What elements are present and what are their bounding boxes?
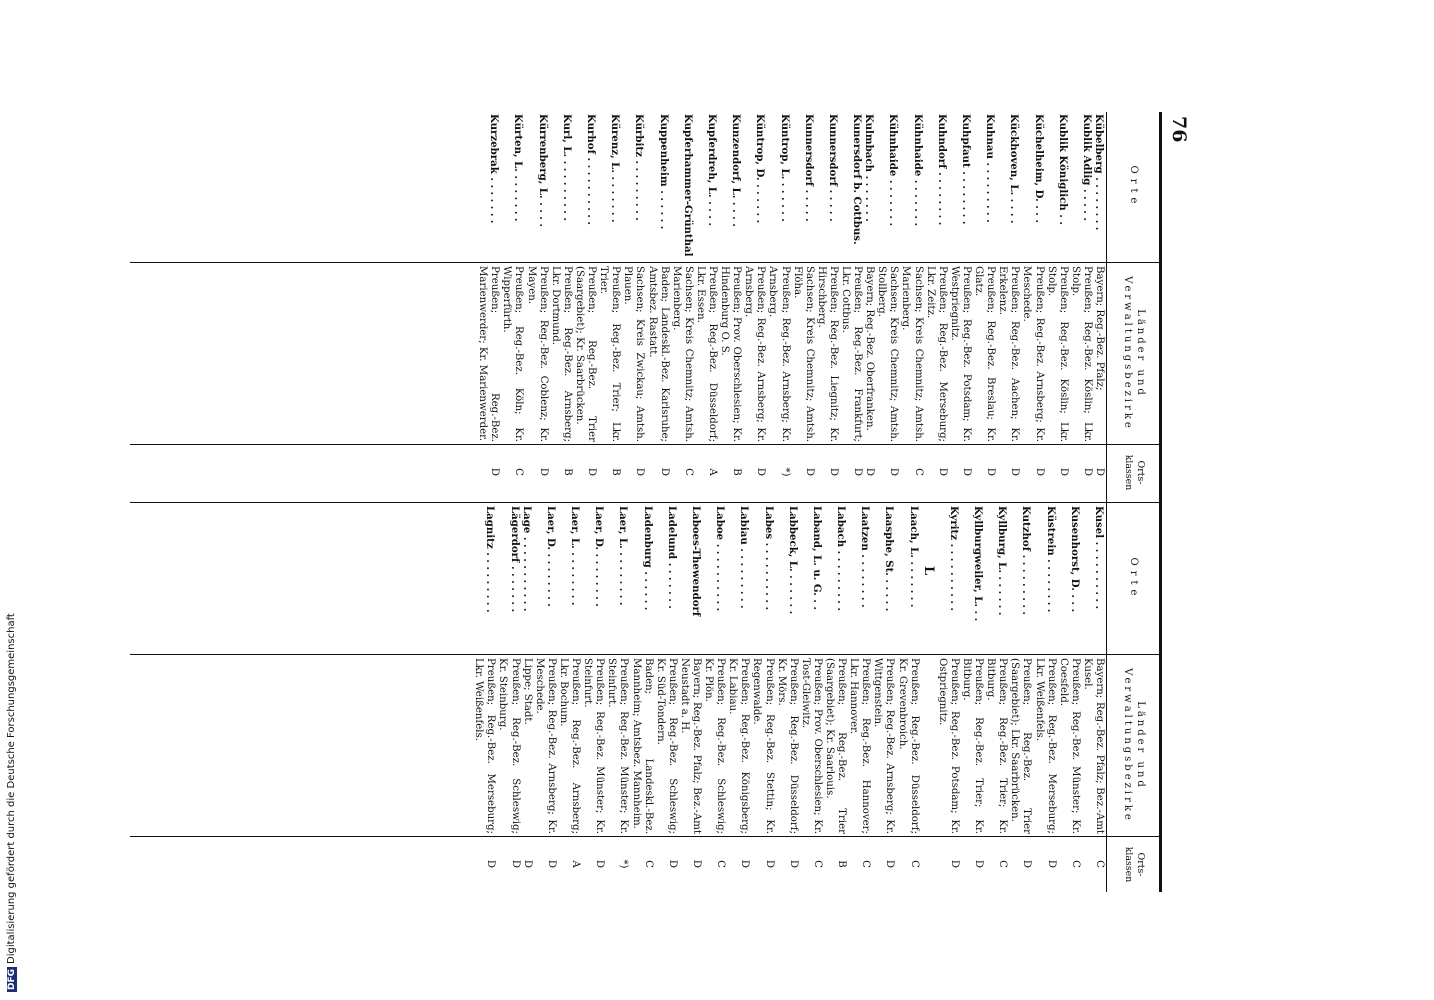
administrative-district: Preußen; Reg.-Bez. Arnsberg; Kr. Arnsberg. (743, 266, 767, 442)
administrative-district: Preußen; Reg.-Bez. Frankfurt; Lkr. Cottbus. (840, 266, 864, 442)
place-name: Kupferdreh, L. . . . . (706, 114, 718, 226)
rotated-page (130, 112, 1190, 892)
table-row (896, 504, 920, 892)
place-name: Kyllburg, L. . . . . . . (996, 506, 1009, 616)
administrative-district: Preußen; Reg.-Bez. Münster; Kr. Coesfeld. (1057, 658, 1081, 834)
place-name: Labbeck, L. . . . . . . (786, 506, 799, 615)
place-name: Kurhof . . . . . . . . . . (585, 114, 598, 225)
place-name: Laer, L. . . . . . . . . (569, 506, 582, 606)
place-name: Kuhpfaut . . . . . . . . (959, 114, 972, 225)
place-name: Kürten, L. . . . . . . . (512, 114, 525, 222)
locality-class: B (731, 468, 743, 476)
locality-class: D (755, 467, 767, 477)
locality-class: C (1094, 860, 1105, 868)
table-row (597, 112, 621, 500)
administrative-district: Preußen; Reg.-Bez. Trier (Saargebiet); Kr. Saarbrücken. (573, 266, 598, 442)
header-klassen-line2: klassen (1123, 454, 1134, 491)
locality-class: C (908, 860, 920, 868)
locality-class: D (985, 467, 997, 477)
place-name: Lagnitz . . . . . . . . . (484, 506, 497, 613)
place-name: Kunnersdorf . . . . . (826, 114, 839, 222)
place-name: Laatzen . . . . . . . . (859, 506, 872, 608)
administrative-district: Preußen; Reg.-Bez. Marienwerder; Kr. Marienwerder. (477, 266, 501, 442)
locality-class: D (852, 467, 864, 477)
place-name: Kürbitz . . . . . . . . . (633, 114, 646, 221)
place-name: Kuppenheim . . . . . . (657, 114, 670, 230)
margin-note (6, 0, 17, 992)
table-row (1069, 112, 1093, 500)
administrative-district: Sachsen; Kreis Chemnitz; Amtsh. Flöha. (791, 266, 815, 442)
table-row (899, 112, 923, 500)
place-name: Laasphe, St. . . . . . (883, 506, 896, 612)
table-row (791, 112, 815, 500)
table-row (533, 504, 557, 892)
locality-class: D (1021, 859, 1033, 869)
administrative-district: Preußen; Reg.-Bez. Arnsberg; Lkr. Dortmund. (549, 266, 573, 442)
table-row (1057, 504, 1081, 892)
administrative-district: Preußen; Reg.-Bez. Hannover; Lkr. Hannover. (848, 658, 872, 834)
administrative-district: Lippe; Stadt. (521, 658, 533, 725)
locality-class: D (1009, 467, 1021, 477)
table-row (750, 504, 774, 892)
place-name: Kyritz . . . . . . . . . . (947, 506, 960, 611)
table-row (621, 112, 645, 500)
header-laender-line2: Verwaltungsbezirke (1122, 668, 1133, 823)
administrative-district: Bayern; Reg.-Bez. Oberfranken. (864, 266, 876, 431)
table-body-left (476, 112, 1105, 500)
dfg-logo: DFG (7, 968, 17, 990)
table-row (496, 504, 520, 892)
table-row (839, 112, 863, 500)
locality-class: A (707, 468, 718, 476)
table-row (654, 504, 678, 892)
place-name: Kunersdorf b. Cottbus. (851, 114, 864, 245)
locality-class: D (960, 467, 972, 477)
administrative-district: Preußen; Reg.-Bez. Münster; Kr. Steinfurt. (582, 658, 606, 834)
administrative-district: Preußen; Reg.-Bez. Schleswig; Kr. Süd-Tondern. (654, 658, 678, 834)
administrative-district: Preußen; Reg.-Bez. Arnsberg; Kr. Meschede. (1021, 266, 1045, 442)
administrative-district: Preußen; Reg.-Bez. Köslin; Lkr. Stolp. (1045, 266, 1069, 442)
administrative-district: Baden; Landeskl.-Bez. Karlsruhe; Amtsbez. Rastatt. (646, 266, 670, 442)
locality-class: D (1094, 467, 1105, 477)
locality-class: B (561, 468, 573, 476)
administrative-district: Sachsen; Kreis Zwickau; Amtsh. Plauen. (622, 266, 646, 442)
administrative-district: Baden; Landeskl.-Bez. Mannheim; Amtsbez. Mannheim. (630, 658, 654, 834)
place-name: Lägerdorf . . . . . . . (508, 506, 521, 613)
administrative-district: Sachsen; Kreis Chemnitz; Amtsh. Marienberg. (900, 266, 924, 442)
locality-class: D (586, 467, 598, 477)
administrative-district: Preußen; Reg.-Bez. Düsseldorf; Kr. Mörs. (775, 658, 799, 834)
section-letter: L (920, 566, 936, 576)
administrative-district: Preußen; Reg.-Bez. Arnsberg; Lkr. Bochum. (557, 658, 582, 834)
table-row (521, 504, 533, 892)
administrative-district: Preußen; Reg.-Bez. Düsseldorf; Lkr. Essen. (694, 266, 718, 442)
locality-class: C (997, 860, 1009, 868)
header-laender-line1: Länder und (1135, 309, 1146, 398)
administrative-district: Preußen; Prov. Oberschlesien; Kr. Hindenburg O. S. (719, 266, 743, 442)
place-name: Kusenhorst, D. . . . (1068, 506, 1081, 613)
table-row (726, 504, 750, 892)
locality-class: C (682, 468, 694, 476)
locality-class: A (570, 860, 582, 868)
administrative-district: Preußen; Reg.-Bez. Arnsberg; Kr. Wittgenstein. (872, 658, 896, 834)
place-name: Lage . . . . . . . . . . . (520, 506, 533, 612)
administrative-district: Preußen; Reg.-Bez. Arnsberg; Kr. Meschede. (533, 658, 557, 834)
locality-class: C (513, 468, 525, 476)
locality-class: C (715, 860, 727, 868)
table-row (823, 504, 847, 892)
locality-class: D (936, 467, 948, 477)
locality-class: D (884, 859, 896, 869)
place-name: Ladenburg . . . . . . (641, 506, 654, 611)
table-row (1008, 504, 1032, 892)
table-row (875, 112, 899, 500)
place-name: Kürenz, L. . . . . . . . (609, 114, 622, 223)
place-name: Labes . . . . . . . . . . (762, 506, 775, 611)
locality-class: D (545, 859, 557, 869)
locality-class: D (739, 859, 751, 869)
place-name: Laboes-Thewendorf (690, 506, 702, 617)
place-name: Laer, D. . . . . . . . . (544, 506, 557, 607)
table-row (766, 112, 790, 500)
table-row (936, 504, 960, 892)
administrative-district: Preußen; Reg.-Bez. Merseburg; Lkr. Zeitz. (924, 266, 948, 442)
locality-class: D (634, 467, 646, 477)
table-row (605, 504, 629, 892)
table-row (948, 112, 972, 500)
locality-class: C (912, 468, 924, 476)
place-name: Kühnhaide . . . . . . . (911, 114, 924, 226)
locality-class: D (763, 859, 775, 869)
administrative-district: Preußen; Reg.-Bez. Trier; Kr. Bitburg. (960, 658, 985, 834)
table-row (871, 504, 895, 892)
table-row (960, 504, 984, 892)
header-klassen-line1: Orts- (1135, 460, 1146, 485)
place-name: Laer, D. . . . . . . . . (593, 506, 606, 607)
administrative-district: Preußen; Reg.-Bez. Münster; Kr. Steinfurt. (606, 658, 630, 834)
locality-class: D (1033, 467, 1045, 477)
administrative-district: Preußen; Reg.-Bez. Köslin; Lkr. Stolp. (1069, 266, 1093, 442)
administrative-district: Preußen; Reg.-Bez. Liegnitz; Kr. Hirschberg. (815, 266, 839, 442)
locality-class: D (803, 467, 815, 477)
locality-class: D (658, 467, 670, 477)
place-name: Kühnhaide . . . . . . . (887, 114, 900, 226)
place-name: Kyllburgweiler, L. . . (972, 506, 985, 622)
locality-class: C (1069, 860, 1081, 868)
locality-class: D (1081, 467, 1093, 477)
place-name: Kupferhammer-Grünthal (681, 114, 694, 257)
place-name: Laboe . . . . . . . . . . (714, 506, 727, 612)
place-name: Kuhnau . . . . . . . . . (984, 114, 997, 223)
header-laender-line1: Länder und (1135, 701, 1146, 790)
place-name: Kübelberg . . . . . . . . (1093, 114, 1105, 231)
table-row (645, 112, 669, 500)
table-row (1045, 112, 1069, 500)
administrative-district: Preußen; Prov. Oberschlesien; Kr. Tost-Gleiwitz. (799, 658, 823, 834)
place-name: Kusel . . . . . . . . . . (1093, 506, 1105, 610)
place-name: Labach . . . . . . . . . (835, 506, 848, 611)
locality-class: D (1045, 859, 1057, 869)
page-number: 76 (1168, 116, 1190, 143)
locality-class: D (485, 859, 497, 869)
locality-class: D (1057, 467, 1069, 477)
administrative-district: Preußen; Reg.-Bez. Trier; Kr. Bitburg. (985, 658, 1009, 834)
administrative-district: Preußen; Reg.-Bez. Trier (Saargebiet); Lkr. Saarbrücken. (1009, 658, 1033, 834)
administrative-district: Preußen; Reg.-Bez. Stettin; Kr. Regenwalde. (751, 658, 775, 834)
locality-class: *) (779, 467, 791, 477)
table-row (581, 504, 605, 892)
table-row (1081, 504, 1105, 892)
administrative-district: Preußen; Reg.-Bez. Merseburg; Lkr. Weißenfels. (1033, 658, 1057, 834)
table-row (718, 112, 742, 500)
locality-class: D (691, 859, 702, 869)
table-row (472, 504, 496, 892)
table-row (678, 504, 702, 892)
table-row (1093, 112, 1105, 500)
table-row (702, 504, 726, 892)
header-laender (1107, 654, 1159, 836)
administrative-district: Preußen; Reg.-Bez. Königsberg; Kr. Labiau. (727, 658, 751, 834)
header-orte: Orte (1128, 557, 1140, 601)
administrative-district: Preußen; Reg.-Bez. Merseburg; Lkr. Weißenfels. (473, 658, 497, 834)
header-klassen-line1: Orts- (1135, 852, 1146, 877)
place-name: Küntrop, D. . . . . . . (754, 114, 767, 224)
table-row (500, 112, 524, 500)
administrative-district: Preußen; Reg.-Bez. Trier (Saargebiet); Kr. Saarlouis. (824, 658, 848, 834)
locality-class: D (973, 859, 985, 869)
header-klassen (1107, 836, 1159, 892)
locality-class: D (537, 467, 549, 477)
header-orte: Orte (1128, 165, 1140, 209)
margin-note-text: Digitalisierung gefördert durch die Deutsche Forschungsgemeinschaft (6, 613, 17, 964)
place-name: Küstrein . . . . . . . . (1044, 506, 1057, 613)
table-row (799, 504, 823, 892)
place-name: Ladelund . . . . . . . (665, 506, 678, 609)
locality-class: C (642, 860, 654, 868)
table-row (1020, 112, 1044, 500)
table-body-right (472, 504, 1105, 892)
place-name: Kunnersdorf . . . . . (802, 114, 815, 222)
administrative-district: Preußen; Reg.-Bez. Breslau; Kr. Glatz. (973, 266, 997, 442)
table-row (549, 112, 573, 500)
locality-class: D (594, 859, 606, 869)
header-laender-line2: Verwaltungsbezirke (1122, 276, 1133, 431)
place-name: Küchelheim, D. . . . (1032, 114, 1045, 223)
place-name: Kutzhof . . . . . . . . . (1020, 506, 1033, 615)
table-row (984, 504, 1008, 892)
table-row (847, 504, 871, 892)
locality-class: D (521, 859, 533, 869)
locality-class: D (948, 859, 960, 869)
table-row (694, 112, 718, 500)
administrative-district: Preußen; Reg.-Bez. Trier; Lkr. Trier. (598, 266, 622, 442)
administrative-district: Bayern; Reg.-Bez. Pfalz; Bez.-Amt Kusel. (1081, 658, 1105, 834)
administrative-district: Preußen; Reg.-Bez. Aachen; Kr. Erkelenz. (997, 266, 1021, 442)
administrative-district: Bayern; Reg.-Bez. Pfalz; (1094, 266, 1105, 391)
table-right (130, 504, 1159, 892)
place-name: Kurzebrak . . . . . . . (488, 114, 501, 224)
locality-class: D (888, 467, 900, 477)
place-name: Kublik Adlig . . . . . (1080, 114, 1093, 221)
locality-class: D (827, 467, 839, 477)
place-name: Labiau . . . . . . . . . (738, 506, 751, 609)
table-row (476, 112, 500, 500)
table-left (130, 112, 1159, 500)
locality-class: C (860, 860, 872, 868)
locality-class: D (666, 859, 678, 869)
administrative-district: Preußen; Reg.-Bez. Coblenz; Kr. Mayen. (525, 266, 549, 442)
table-row (815, 112, 839, 500)
place-name: Kurl, L. . . . . . . . . . (560, 114, 573, 221)
administrative-district: Preußen; Reg.-Bez. Düsseldorf; Kr. Grevenbroich. (896, 658, 920, 834)
place-name: Kublik Königlich . . (1056, 114, 1069, 225)
place-name: Kuhndorf . . . . . . . . (935, 114, 948, 226)
table-row (557, 504, 581, 892)
table-row (670, 112, 694, 500)
locality-class: B (610, 468, 622, 476)
place-name: Kunzendorf, L. . . . . (730, 114, 743, 227)
locality-class: C (811, 860, 823, 868)
administrative-district: Preußen; Reg.-Bez. Potsdam; Kr. Westpriegnitz. (948, 266, 972, 442)
place-name: Laband, L. u. G. . . (810, 506, 823, 610)
place-name: Küntrop, L. . . . . . . (778, 114, 791, 222)
administrative-district: Sachsen; Kreis Chemnitz; Amtsh. Marienberg. (670, 266, 694, 442)
place-name: Laach, L. . . . . . . . (907, 506, 920, 608)
table-row (924, 112, 948, 500)
table-row (742, 112, 766, 500)
locality-class: *) (618, 859, 630, 869)
header-klassen-line2: klassen (1123, 846, 1134, 883)
header-rule-heavy (1159, 112, 1162, 892)
place-name: Kulmbach . . . . . . . (863, 114, 876, 222)
administrative-district: Preußen; Reg.-Bez. Köln; Kr. Wipperfürth. (501, 266, 525, 442)
table-row (775, 504, 799, 892)
table-row (573, 112, 597, 500)
administrative-district: Sachsen; Kreis Chemnitz; Amtsh. Stollberg. (876, 266, 900, 442)
table-row (1032, 504, 1056, 892)
locality-class: D (864, 467, 876, 477)
column-divider-middle (130, 502, 1159, 503)
locality-class: D (489, 467, 501, 477)
place-name: Kückhoven, L. . . . . (1008, 114, 1021, 224)
administrative-district: Preußen; Reg.-Bez. Schleswig; Kr. Plön. (703, 658, 727, 834)
header-laender (1107, 262, 1159, 444)
table-row (972, 112, 996, 500)
locality-class: D (787, 859, 799, 869)
administrative-district: Bayern; Reg.-Bez. Pfalz; Bez.-Amt Neustadt a. H. (678, 658, 702, 834)
locality-class: B (836, 860, 848, 868)
table-row (525, 112, 549, 500)
place-name: Laer, L. . . . . . . . . (617, 506, 630, 606)
place-name: Kürrenberg, L. . . . . (536, 114, 549, 227)
administrative-district: Preußen; Reg.-Bez. Schleswig; Kr. Steinburg. (497, 658, 521, 834)
locality-class: D (509, 859, 521, 869)
header-klassen (1107, 444, 1159, 500)
administrative-district: Preußen; Reg.-Bez. Potsdam; Kr. Ostpriegnitz. (936, 658, 960, 834)
administrative-district: Preußen; Reg.-Bez. Arnsberg; Kr. Arnsberg. (767, 266, 791, 442)
table-row (629, 504, 653, 892)
table-row (996, 112, 1020, 500)
table-row (863, 112, 875, 500)
